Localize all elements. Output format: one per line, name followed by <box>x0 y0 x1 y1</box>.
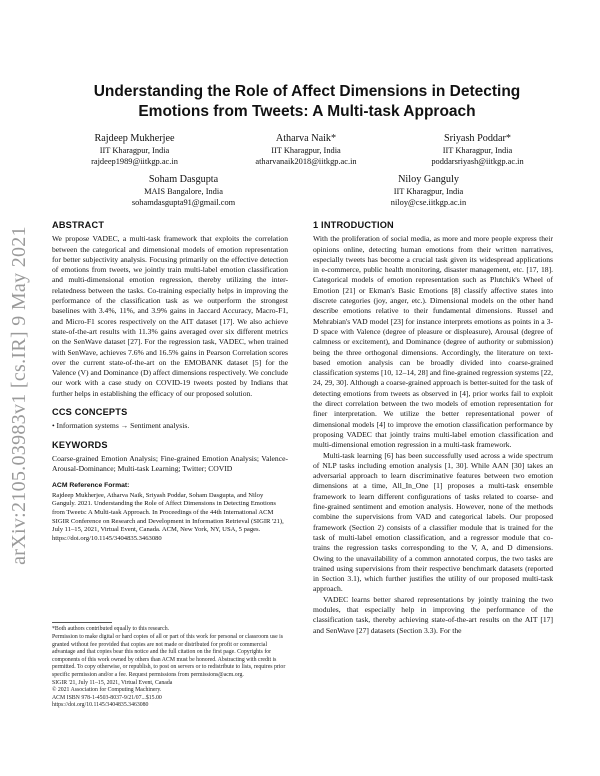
ccs-heading: CCS CONCEPTS <box>52 407 128 418</box>
permission-text: Permission to make digital or hard copies of all or part of this work for personal or classroom use is granted without fee provided that copies are not made or distributed for profit or commercial advantage and that copies bear this notice and the full citation on the first page. Copyrights for components of this work owned by others than ACM must be honored. Abstracting with credit is permitted. To copy otherwise, or republish, to post on servers or to redistribute to lists, requires prior specific permission and/or a fee. Request permissions from permissions@acm.org. <box>52 634 286 678</box>
author-name: Atharva Naik* <box>275 133 337 144</box>
author-block <box>346 173 511 208</box>
copyright-line: © 2021 Association for Computing Machinery. <box>52 687 162 694</box>
author-name: Soham Dasgupta <box>148 174 219 185</box>
acm-reference-text: Rajdeep Mukherjee, Atharva Naik, Sriyash Poddar, Soham Dasgupta, and Niloy Ganguly. 2021. Understanding the Role of Affect Dimensions in Detecting Emotions from Tweets: A Multi-task Approach. In Proceedings of the 44th International ACM SIGIR Conference on Research and Development in Information Retrieval (SIGIR '21), July 11–15, 2021, Virtual Event, Canada. ACM, New York, NY, USA, 5 pages. https://doi.org/10.1145/3404835.3463080 <box>52 491 284 542</box>
author-block <box>101 173 266 208</box>
footnote-text: *Both authors contributed equally to this research. <box>52 626 170 632</box>
author-affiliation: IIT Kharagpur, India <box>99 146 170 155</box>
author-block <box>224 132 389 167</box>
author-email: sohamdasgupta91@gmail.com <box>131 198 236 207</box>
author-block <box>52 132 217 167</box>
authors-row-1 <box>52 132 560 167</box>
isbn-line: ACM ISBN 978-1-4503-8037-9/21/07...$15.00 <box>52 694 162 701</box>
author-email: atharvanaik2018@iitkgp.ac.in <box>255 157 357 166</box>
keywords-heading: KEYWORDS <box>52 439 108 450</box>
author-affiliation: IIT Kharagpur, India <box>271 146 341 155</box>
introduction-heading: 1 INTRODUCTION <box>313 220 394 230</box>
author-block <box>395 132 560 167</box>
arxiv-stamp-text: arXiv:2105.03983v1 [cs.IR] 9 May 2021 <box>7 225 30 565</box>
acm-reference-heading: ACM Reference Format: <box>52 481 130 489</box>
author-name: Rajdeep Mukherjee <box>94 133 175 144</box>
intro-paragraph-3: VADEC learns better shared representations by jointly training the two modules, that especially help in improving the performance of the classification task, thereby achieving state-of-the-art results on the AIT [17] and SenWave [27] datasets (Section 3.3). For the <box>313 594 553 635</box>
author-name: Niloy Ganguly <box>398 174 459 185</box>
conference-line: SIGIR '21, July 11–15, 2021, Virtual Event, Canada <box>52 679 173 686</box>
author-email: rajdeep1989@iitkgp.ac.in <box>91 157 178 166</box>
keywords-text: Coarse-grained Emotion Analysis; Fine-grained Emotion Analysis; Valence-Arousal-Dominance; Multi-task Learning; Twitter; COVID <box>52 453 288 474</box>
permission-block <box>52 634 288 710</box>
intro-paragraph-1: With the proliferation of social media, as more and more people express their opinions online, detecting human emotions from their written narratives, especially tweets has become a crucial task given its widespread applications in e-commerce, public health monitoring, disaster management, etc. [17, 18]. Categorical models of emotion representation such as Plutchik's Wheel of Emotion [21] or Ekman's Basic Emotions [8] classify affective states into discrete categories (joy, anger, etc.). Dimensional models on the other hand describe emotions relative to their fundamental dimensions. Russel and Mehrabian's VAD model [23] for instance interprets emotions as points in a 3-D space with Valence (degree of pleasure or displeasure), Arousal (degree of calmness or excitement), and Dominance (degree of authority or submission) being the three orthogonal dimensions. Accordingly, the literature on text-based emotion analysis can be broadly divided into coarse-grained classification systems [10, 12–14, 28] and fine-grained regression systems [22, 24, 29, 30]. Although a coarse-grained approach is better-suited for the task of detecting emotions from tweets as observed in [4], prior works fail to exploit the direct correlation between the two models of emotion representation for finer interpretation. We utilize the better representational power of dimensional models [4] to improve the emotion classification performance by proposing VADEC that jointly trains multi-label emotion classification and multi-dimensional emotion regression in a multi-task framework. <box>313 234 553 450</box>
author-name: Sriyash Poddar* <box>443 133 512 144</box>
abstract-heading: ABSTRACT <box>52 220 105 230</box>
author-affiliation: IIT Kharagpur, India <box>393 187 464 196</box>
footnote-block <box>52 612 288 634</box>
abstract-text: We propose VADEC, a multi-task framework that exploits the correlation between the categorical and dimensional models of emotion representation for better subjectivity analysis. Focusing primarily on the effective detection of emotions from tweets, we jointly train multi-label emotion classification and multi-dimensional emotion regression, thereby utilizing the inter-relatedness between the tasks. Co-training especially helps in improving the performance of the classification task as we outperform the strongest baselines with 3.4%, 11%, and 3.9% gains in Jaccard Accuracy, Macro-F1, and Micro-F1 scores respectively on the AIT dataset [17]. We also achieve state-of-the-art results with 11.3% gains averaged over six different metrics on the SenWave dataset [27]. For the regression task, VADEC, when trained with SenWave, achieves 7.6% and 16.5% gains in Pearson Correlation scores over the current state-of-the-art on the EMOBANK dataset [5] for the Valence (V) and Dominance (D) affect dimensions respectively. We conclude our work with a case study on COVID-19 tweets posted by Indians that further helps in establishing the efficacy of our proposed solution. <box>52 234 288 398</box>
author-affiliation: IIT Kharagpur, India <box>442 146 513 155</box>
author-email: poddarsriyash@iitkgp.ac.in <box>431 157 524 166</box>
left-column <box>52 220 288 543</box>
arxiv-stamp <box>6 205 32 585</box>
author-affiliation: MAIS Bangalore, India <box>144 187 223 196</box>
author-email: niloy@cse.iitkgp.ac.in <box>390 198 467 207</box>
doi-link[interactable]: https://doi.org/10.1145/3404835.3463080 <box>52 702 149 709</box>
intro-paragraph-2: Multi-task learning [6] has been successfully used across a wide spectrum of NLP tasks including emotion analysis [1, 30]. While AAN [30] takes an adversarial approach to learn discriminative features between two emotion dimensions at a time, All_In_One [1] proposes a multi-task ensemble framework to learn different configurations of tasks related to coarse- and fine-grained sentiment and emotion analysis. However, none of the methods combine the supervisions from VAD and categorical labels. Our proposed framework (Section 2) consists of a classifier module that is trained for the task of multi-label emotion classification, and a regressor module that co-trains the regression tasks corresponding to the V, A, and D dimensions. Owing to the unavailability of a common annotated corpus, the two tasks are trained using supervisions from their respective benchmark datasets (reported in Section 3.1), which further justifies the utility of our proposed multi-task approach. <box>313 450 553 594</box>
authors-row-2 <box>52 173 560 208</box>
right-column <box>313 220 553 636</box>
paper-title: Understanding the Role of Affect Dimensions in Detecting Emotions from Tweets: A Multi-task Approach <box>93 83 521 120</box>
footnote-rule <box>52 622 112 623</box>
ccs-concept: • Information systems → Sentiment analysis. <box>52 421 190 431</box>
